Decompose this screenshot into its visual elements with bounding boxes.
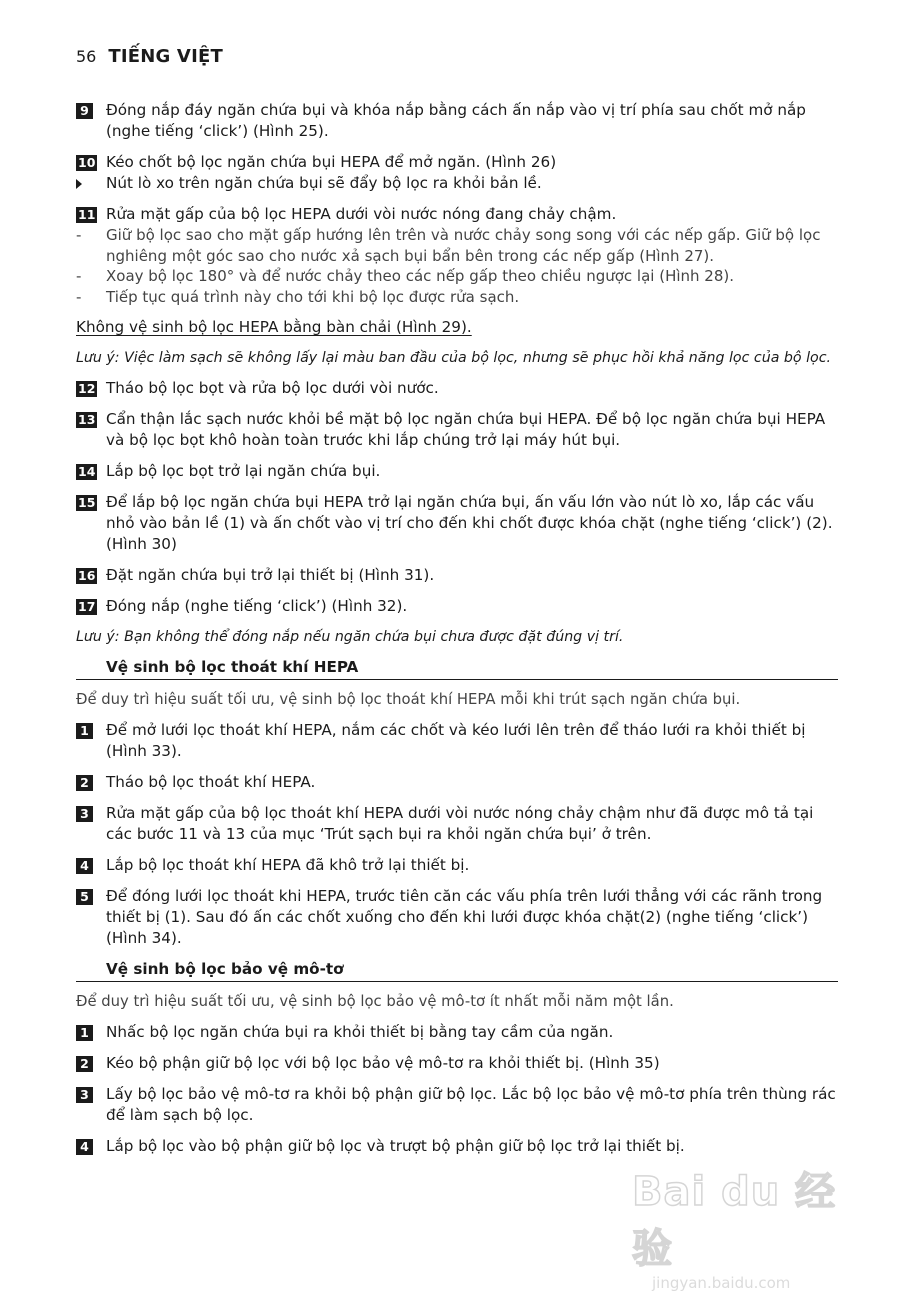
- step-number: 11: [78, 207, 96, 222]
- exhaust-step-5: [76, 886, 838, 949]
- motor-step-2: [76, 1053, 838, 1074]
- step-10-result: [76, 173, 838, 194]
- step-text: Tháo bộ lọc bọt và rửa bộ lọc dưới vòi nước.: [106, 379, 439, 397]
- detail-item: - Xoay bộ lọc 180° và để nước chảy theo các nếp gấp theo chiều ngược lại (Hình 28).: [76, 267, 735, 285]
- triangle-bullet-icon: [76, 179, 82, 189]
- warning-text: Không vệ sinh bộ lọc HEPA bằng bàn chải (Hình 29).: [76, 318, 472, 336]
- step-text: Đặt ngăn chứa bụi trở lại thiết bị (Hình 31).: [106, 566, 435, 584]
- step-text: Lắp bộ lọc bọt trở lại ngăn chứa bụi.: [106, 462, 381, 480]
- step-15: [76, 492, 838, 555]
- page-header: [76, 46, 223, 67]
- step-text: Nhấc bộ lọc ngăn chứa bụi ra khỏi thiết bị bằng tay cầm của ngăn.: [106, 1023, 614, 1041]
- step-text: Kéo chốt bộ lọc ngăn chứa bụi HEPA để mở ngăn. (Hình 26): [106, 153, 557, 171]
- step-number: 12: [78, 381, 96, 396]
- step-text: Tháo bộ lọc thoát khí HEPA.: [106, 773, 316, 791]
- section-heading-motor-filter: Vệ sinh bộ lọc bảo vệ mô-tơ: [76, 959, 838, 982]
- step-number: 4: [76, 858, 93, 874]
- note-cleaning-color: Lưu ý: Việc làm sạch sẽ không lấy lại màu ban đầu của bộ lọc, nhưng sẽ phục hồi khả năng lọc của bộ lọc.: [76, 350, 832, 366]
- step-number: 15: [78, 495, 96, 510]
- motor-step-3: [76, 1084, 838, 1126]
- step-text: Để lắp bộ lọc ngăn chứa bụi HEPA trở lại ngăn chứa bụi, ấn vấu lớn vào nút lò xo, lắp các vấu nhỏ vào bản lề (1) và ấn chốt vào vị trí cho đến khi chốt được khóa chặt (nghe tiếng ‘click’) (2). (Hình 30): [106, 493, 833, 553]
- exhaust-step-2: [76, 772, 838, 793]
- step-number: 16: [78, 568, 96, 583]
- warning-line: [76, 317, 838, 338]
- detail-item: - Tiếp tục quá trình này cho tới khi bộ lọc được rửa sạch.: [76, 287, 520, 306]
- step-number: 10: [78, 155, 96, 170]
- step-10: [76, 152, 838, 173]
- step-14: [76, 461, 838, 482]
- step-number: 2: [76, 1056, 93, 1072]
- step-text: Để đóng lưới lọc thoát khi HEPA, trước tiên căn các vấu phía trên lưới thẳng với các rãnh trong thiết bị (1). Sau đó ấn các chốt xuống cho đến khi lưới được khóa chặt(2) (nghe tiếng ‘click’) (Hình 34).: [106, 887, 823, 947]
- step-text: Để mở lưới lọc thoát khí HEPA, nắm các chốt và kéo lưới lên trên để tháo lưới ra khỏi thiết bị (Hình 33).: [106, 721, 806, 760]
- motor-step-4: [76, 1136, 838, 1157]
- step-13: [76, 409, 838, 451]
- step-text: Lấy bộ lọc bảo vệ mô-tơ ra khỏi bộ phận giữ bộ lọc. Lắc bộ lọc bảo vệ mô-tơ phía trên thùng rác để làm sạch bộ lọc.: [106, 1085, 836, 1124]
- step-text: Đóng nắp (nghe tiếng ‘click’) (Hình 32).: [106, 597, 408, 615]
- section-intro: Để duy trì hiệu suất tối ưu, vệ sinh bộ lọc bảo vệ mô-tơ ít nhất mỗi năm một lần.: [76, 993, 674, 1010]
- exhaust-step-4: [76, 855, 838, 876]
- page-number: 56: [76, 47, 97, 66]
- step-text: Kéo bộ phận giữ bộ lọc với bộ lọc bảo vệ mô-tơ ra khỏi thiết bị. (Hình 35): [106, 1054, 660, 1072]
- result-text: Nút lò xo trên ngăn chứa bụi sẽ đẩy bộ lọc ra khỏi bản lề.: [106, 174, 542, 192]
- step-text: Lắp bộ lọc vào bộ phận giữ bộ lọc và trượt bộ phận giữ bộ lọc trở lại thiết bị.: [106, 1137, 685, 1155]
- step-number: 3: [76, 1087, 93, 1103]
- step-number: 1: [76, 1025, 93, 1041]
- exhaust-step-1: [76, 720, 838, 762]
- note-lid: Lưu ý: Bạn không thể đóng nắp nếu ngăn chứa bụi chưa được đặt đúng vị trí.: [76, 629, 624, 645]
- step-11: [76, 204, 838, 225]
- watermark-brand: Bai du 经验: [632, 1169, 837, 1272]
- step-16: [76, 565, 838, 586]
- step-text: Đóng nắp đáy ngăn chứa bụi và khóa nắp bằng cách ấn nắp vào vị trí phía sau chốt mở nắp (nghe tiếng ‘click’) (Hình 25).: [106, 101, 806, 140]
- step-9: [76, 100, 838, 142]
- step-17: [76, 596, 838, 617]
- step-12: [76, 378, 838, 399]
- baidu-watermark: [632, 1160, 862, 1292]
- step-number: 3: [76, 806, 93, 822]
- step-number: 9: [76, 103, 93, 119]
- step-number: 13: [78, 412, 96, 427]
- step-number: 5: [76, 889, 93, 905]
- step-text: Rửa mặt gấp của bộ lọc HEPA dưới vòi nước nóng đang chảy chậm.: [106, 205, 617, 223]
- section-heading-exhaust-filter: Vệ sinh bộ lọc thoát khí HEPA: [76, 657, 838, 680]
- step-text: Cẩn thận lắc sạch nước khỏi bề mặt bộ lọc ngăn chứa bụi HEPA. Để bộ lọc ngăn chứa bụi HEPA và bộ lọc bọt khô hoàn toàn trước khi lắp chúng trở lại máy hút bụi.: [106, 410, 826, 449]
- step-number: 4: [76, 1139, 93, 1155]
- motor-step-1: [76, 1022, 838, 1043]
- step-11-details: [76, 225, 838, 307]
- watermark-url: jingyan.baidu.com: [652, 1274, 791, 1292]
- page-title: TIẾNG VIỆT: [108, 46, 223, 67]
- step-number: 14: [78, 464, 96, 479]
- step-number: 1: [76, 723, 93, 739]
- step-text: Lắp bộ lọc thoát khí HEPA đã khô trở lại thiết bị.: [106, 856, 470, 874]
- page-content: [76, 100, 838, 1167]
- detail-item: - Giữ bộ lọc sao cho mặt gấp hướng lên trên và nước chảy song song với các nếp gấp. Giữ bộ lọc nghiêng một góc sao cho nước xả sạch bụi bẩn bên trong các nếp gấp (Hình 27).: [76, 226, 821, 265]
- exhaust-step-3: [76, 803, 838, 845]
- step-number: 2: [76, 775, 93, 791]
- step-text: Rửa mặt gấp của bộ lọc thoát khí HEPA dưới vòi nước nóng chảy chậm như đã được mô tả tại các bước 11 và 13 của mục ‘Trút sạch bụi ra khỏi ngăn chứa bụi’ ở trên.: [106, 804, 814, 843]
- section-intro: Để duy trì hiệu suất tối ưu, vệ sinh bộ lọc thoát khí HEPA mỗi khi trút sạch ngăn chứa bụi.: [76, 691, 741, 708]
- step-number: 17: [78, 599, 96, 614]
